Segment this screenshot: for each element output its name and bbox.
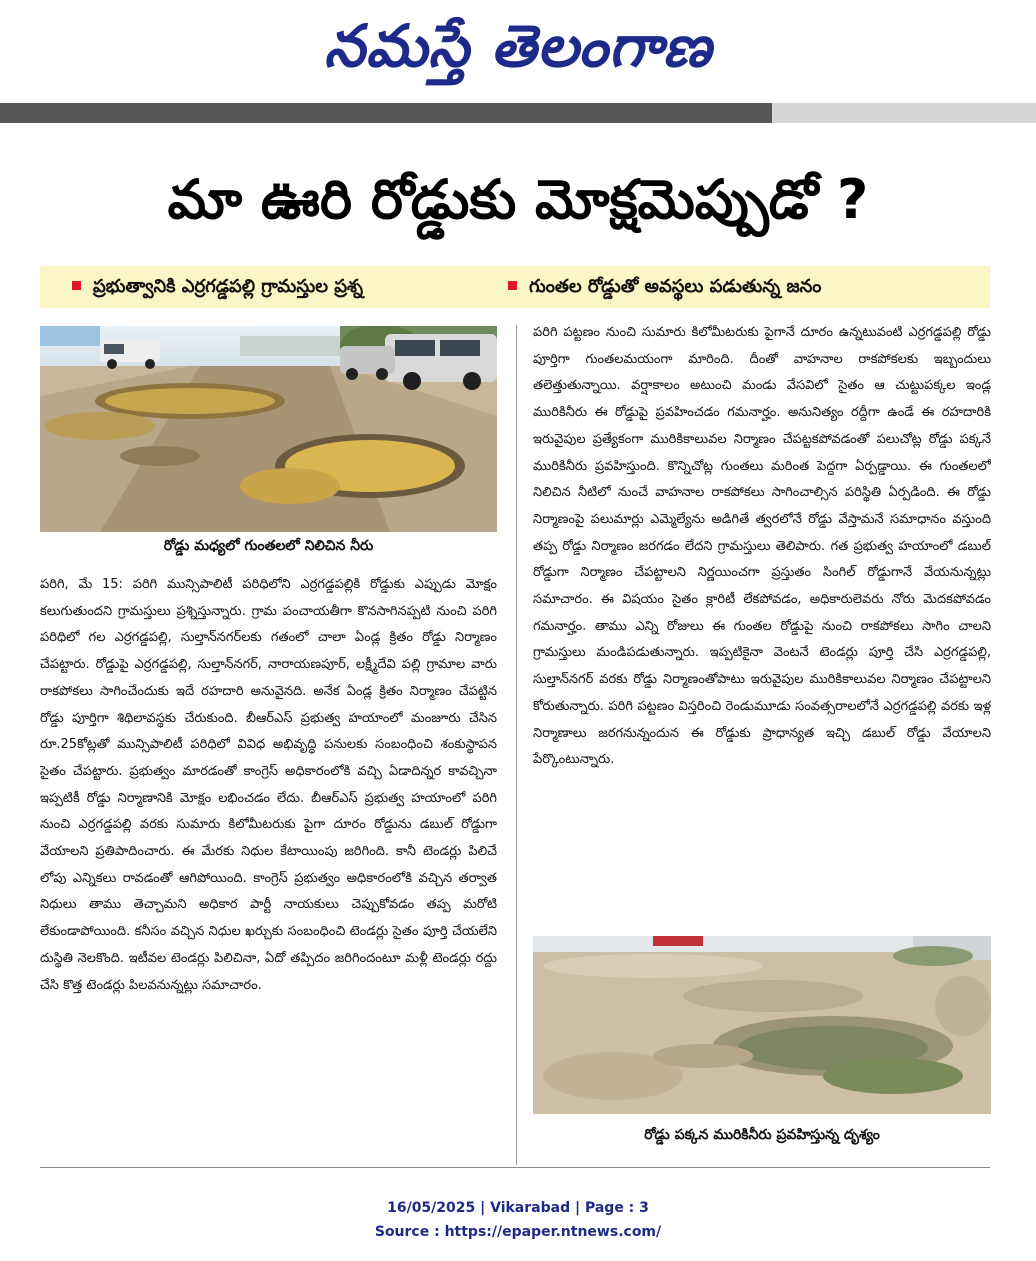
footer-rule [40, 1167, 990, 1168]
footer-date-page: 16/05/2025 | Vikarabad | Page : 3 [387, 1200, 649, 1216]
headline: మా ఊరి రోడ్డుకు మోక్షమెప్పుడో ? [167, 168, 869, 231]
article-column-left [40, 572, 497, 1160]
footer-source[interactable]: Source : https://epaper.ntnews.com/ [374, 1224, 662, 1240]
header-band-dark [0, 103, 772, 123]
photo-caption-top: రోడ్డు మధ్యలో గుంతలలో నిలిచిన నీరు [163, 538, 374, 554]
article-text-right: పరిగి పట్టణం నుంచి సుమారు కిలోమీటరుకు పైగానే దూరం ఉన్నటువంటి ఎర్రగడ్డపల్లి రోడ్డు పూర్తిగా గుంతలమయంగా మారింది. దీంతో వాహనాల రాకపోకలకు ఇబ్బందులు తలెత్తుతున్నాయి. వర్షాకాలం అటుంచి మండు వేసవిలో సైతం ఆ చుట్టుపక్కల ఇండ్ల మురికినీరు ఈ రోడ్డుపై ప్రవహించడం గమనార్హం. అనునిత్యం రద్దీగా ఉండే ఈ రహదారికి ఇరువైపుల ప్రత్యేకంగా మురికికాలువల నిర్మాణం చేపట్టకపోవడంతో పలుచోట్ల రోడ్డు పక్కనే మురికినీరు ప్రవహిస్తుంది. కొన్నిచోట్ల గుంతలు మరింత పెద్దగా ఏర్పడ్డాయి. ఈ గుంతలలో నిలిచిన నీటిలో నుంచే వాహనాల రాకపోకలు సాగించాల్సిన పరిస్థితి ఏర్పడింది. ఈ రోడ్డు నిర్మాణంపై పలుమార్లు ఎమ్మెల్యేను అడిగితే త్వరలోనే రోడ్డు వేస్తామనే సమాధానం వస్తుంది తప్ప రోడ్డు నిర్మాణం జరగడం లేదని గ్రామస్తులు తెలిపారు. గత ప్రభుత్వ హయాంలో డబుల్ రోడ్డుగా నిర్మాణం చేపట్టాలని నిర్ణయించగా ప్రస్తుతం సింగిల్ రోడ్డుగానే వేయనున్నట్లు సమాచారం. ఈ విషయం సైతం క్లారిటీ లేకపోవడం, అధికారులెవరు నోరు మెదకపోవడం గమనార్హం. తాము ఎన్ని రోజులు ఈ గుంతల రోడ్డుపై నుంచి రాకపోకలు సాగిం చాలని గ్రామస్తులు మండిపడుతున్నారు. ఇప్పటికైనా వెంటనే టెండర్లు పూర్తి చేసి ఎర్రగడ్డపల్లి, సుల్తాన్‌నగర్ వరకు రోడ్డు నిర్మాణంతోపాటు ఇరువైపుల మురికికాలువల నిర్మాణం చేపట్టాలని కోరుతున్నారు. పరిగి పట్టణం విస్తరించి రెండుమూడు సంవత్సరాలలోనే ఎర్రగడ్డపల్లి వరకు ఇళ్ల నిర్మాణాలు జరగనున్నందున ఈ రోడ్డుకు ప్రాధాన్యత ఇచ్చి డబుల్ రోడ్డు వేయాలని పేర్కొంటున్నారు. [533, 325, 991, 768]
subhead-strip [40, 266, 990, 308]
subhead-text-1: ప్రభుత్వానికి ఎర్రగడ్డపల్లి గ్రామస్తుల ప్రశ్న [93, 276, 363, 297]
photo-road-potholes-image [40, 326, 497, 532]
bullet-icon [72, 281, 81, 290]
column-divider [516, 325, 517, 1165]
photo-road-potholes [40, 326, 497, 532]
subhead-item-2 [508, 266, 821, 308]
article-text-left: పరిగి, మే 15: పరిగి మున్సిపాలిటీ పరిధిలోని ఎర్రగడ్డపల్లికి రోడ్డుకు ఎప్పుడు మోక్షం కలుగుతుందని గ్రామస్తులు ప్రశ్నిస్తున్నారు. గ్రామ పంచాయతీగా కొనసాగినప్పటి నుంచి పరిగి పరిధిలో గల ఎర్రగడ్డపల్లి, సుల్తాన్‌నగర్‌లకు గతంలో చాలా ఏండ్ల క్రితం రోడ్డు నిర్మాణం చేపట్టారు. రోడ్డుపై ఎర్రగడ్డపల్లి, సుల్తాన్‌నగర్, నారాయణపూర్, లక్ష్మీదేవి పల్లి గ్రామాల వారు రాకపోకలు సాగించేందుకు ఇదే రహదారి అనువైనది. అనేక ఏండ్ల క్రితం నిర్మాణం చేపట్టిన రోడ్డు పూర్తిగా శిథిలావస్థకు చేరుకుంది. బీఆర్‌ఎస్ ప్రభుత్వ హయాంలో మంజూరు చేసిన రూ.25కోట్లతో మున్సిపాలిటీ పరిధిలో వివిధ అభివృద్ధి పనులకు సంబంధించి శంకుస్థాపన సైతం చేపట్టారు. ప్రభుత్వం మారడంతో కాంగ్రెస్ అధికారంలోకి వచ్చి ఏడాదిన్నర కావచ్చినా ఇప్పటికీ రోడ్డు నిర్మాణానికి మోక్షం లభించడం లేదు. బీఆర్‌ఎస్ ప్రభుత్వ హయాంలో పరిగి నుంచి ఎర్రగడ్డపల్లి వరకు సుమారు కిలోమీటరుకు పైగా దూరం రోడ్డును డబుల్ రోడ్డుగా వేయాలని ప్రతిపాదించారు. ఈ మేరకు నిధుల కేటాయింపు జరిగింది. కానీ టెండర్లు పిలిచే లోపు ఎన్నికలు రావడంతో ఆగిపోయింది. కాంగ్రెస్ ప్రభుత్వం అధికారంలోకి వచ్చిన తర్వాత నిధులు తాము తెచ్చామని అధికార పార్టీ నాయకులు చెప్పుకోవడం తప్ప మరోటి లేకుండాపోయింది. కనీసం వచ్చిన నిధుల ఖర్చుకు సంబంధించి టెండర్లు సైతం పూర్తి చేయలేని దుస్థితి నెలకొంది. ఇటీవల టెండర్లు పిలిచినా, ఏదో తప్పిదం జరిగిందంటూ మళ్లీ టెండర్లు రద్దు చేసి కొత్త టెండర్లు పిలవనున్నట్లు సమాచారం. [40, 577, 497, 993]
masthead-title: నమస్తే తెలంగాణ [324, 12, 712, 80]
article-column-right [533, 320, 991, 932]
subhead-item-1 [72, 266, 363, 308]
photo-drain-water [533, 936, 991, 1114]
photo-caption-bottom: రోడ్డు పక్కన మురికినీరు ప్రవహిస్తున్న దృశ్యం [644, 1127, 880, 1143]
masthead [0, 0, 1036, 100]
bullet-icon [508, 281, 517, 290]
photo-drain-water-image [533, 936, 991, 1114]
subhead-text-2: గుంతల రోడ్డుతో అవస్థలు పడుతున్న జనం [529, 276, 822, 297]
